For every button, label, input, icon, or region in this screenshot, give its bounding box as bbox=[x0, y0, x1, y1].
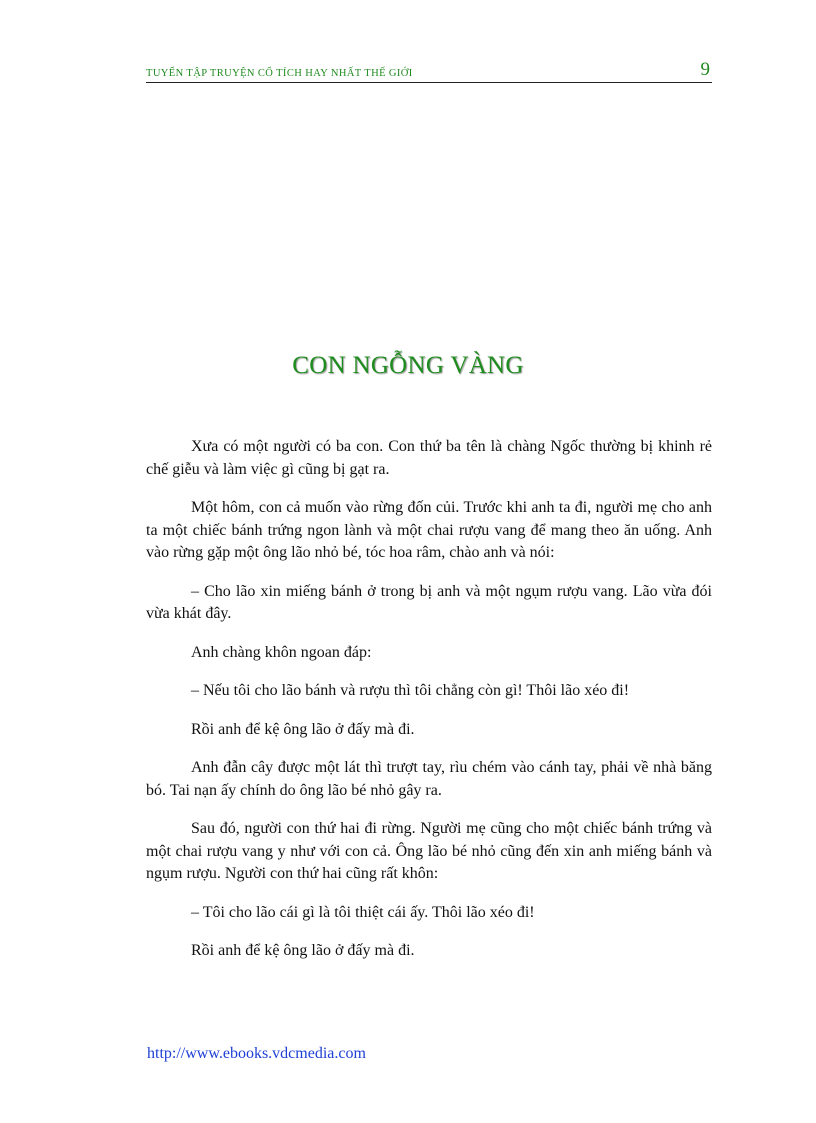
paragraph: Một hôm, con cả muốn vào rừng đốn củi. Trước khi anh ta đi, người mẹ cho anh ta một chiếc bánh trứng ngon lành và một chai rượu vang để mang theo ăn uống. Anh vào rừng gặp một ông lão nhỏ bé, tóc hoa râm, chào anh và nói: bbox=[146, 499, 712, 561]
dialogue-paragraph: – Nếu tôi cho lão bánh và rượu thì tôi chẳng còn gì! Thôi lão xéo đi! bbox=[191, 682, 630, 699]
paragraph: Anh chàng khôn ngoan đáp: bbox=[191, 643, 372, 661]
paragraph: Anh đẫn cây được một lát thì trượt tay, rìu chém vào cánh tay, phải về nhà băng bó. Tai nạn ấy chính do ông lão bé nhỏ gây ra. bbox=[146, 759, 712, 799]
paragraph: Rồi anh để kệ ông lão ở đấy mà đi. bbox=[191, 942, 415, 959]
dialogue-paragraph: – Tôi cho lão cái gì là tôi thiệt cái ấy. Thôi lão xéo đi! bbox=[191, 903, 535, 921]
footer-url-link[interactable]: http://www.ebooks.vdcmedia.com bbox=[147, 1045, 366, 1062]
story-title: CON NGỖNG VÀNG bbox=[292, 352, 524, 379]
page-header bbox=[146, 58, 712, 83]
paragraph: Sau đó, người con thứ hai đi rừng. Người mẹ cũng cho một chiếc bánh trứng và một chai rượu vang y như với con cả. Ông lão bé nhỏ cũng đến xin anh miếng bánh và ngụm rượu. Người con thứ hai cũng rất khôn: bbox=[146, 820, 712, 882]
story-body bbox=[146, 436, 712, 979]
running-header-title: TUYỂN TẬP TRUYỆN CỔ TÍCH HAY NHẤT THẾ GIỚI bbox=[146, 68, 413, 79]
paragraph: Xưa có một người có ba con. Con thứ ba tên là chàng Ngốc thường bị khinh rẻ chế giễu và làm việc gì cũng bị gạt ra. bbox=[146, 438, 712, 478]
page-number: 9 bbox=[700, 59, 710, 80]
paragraph: Rồi anh để kệ ông lão ở đấy mà đi. bbox=[191, 720, 415, 738]
dialogue-paragraph: – Cho lão xin miếng bánh ở trong bị anh và một ngụm rượu vang. Lão vừa đói vừa khát đây. bbox=[146, 582, 712, 622]
